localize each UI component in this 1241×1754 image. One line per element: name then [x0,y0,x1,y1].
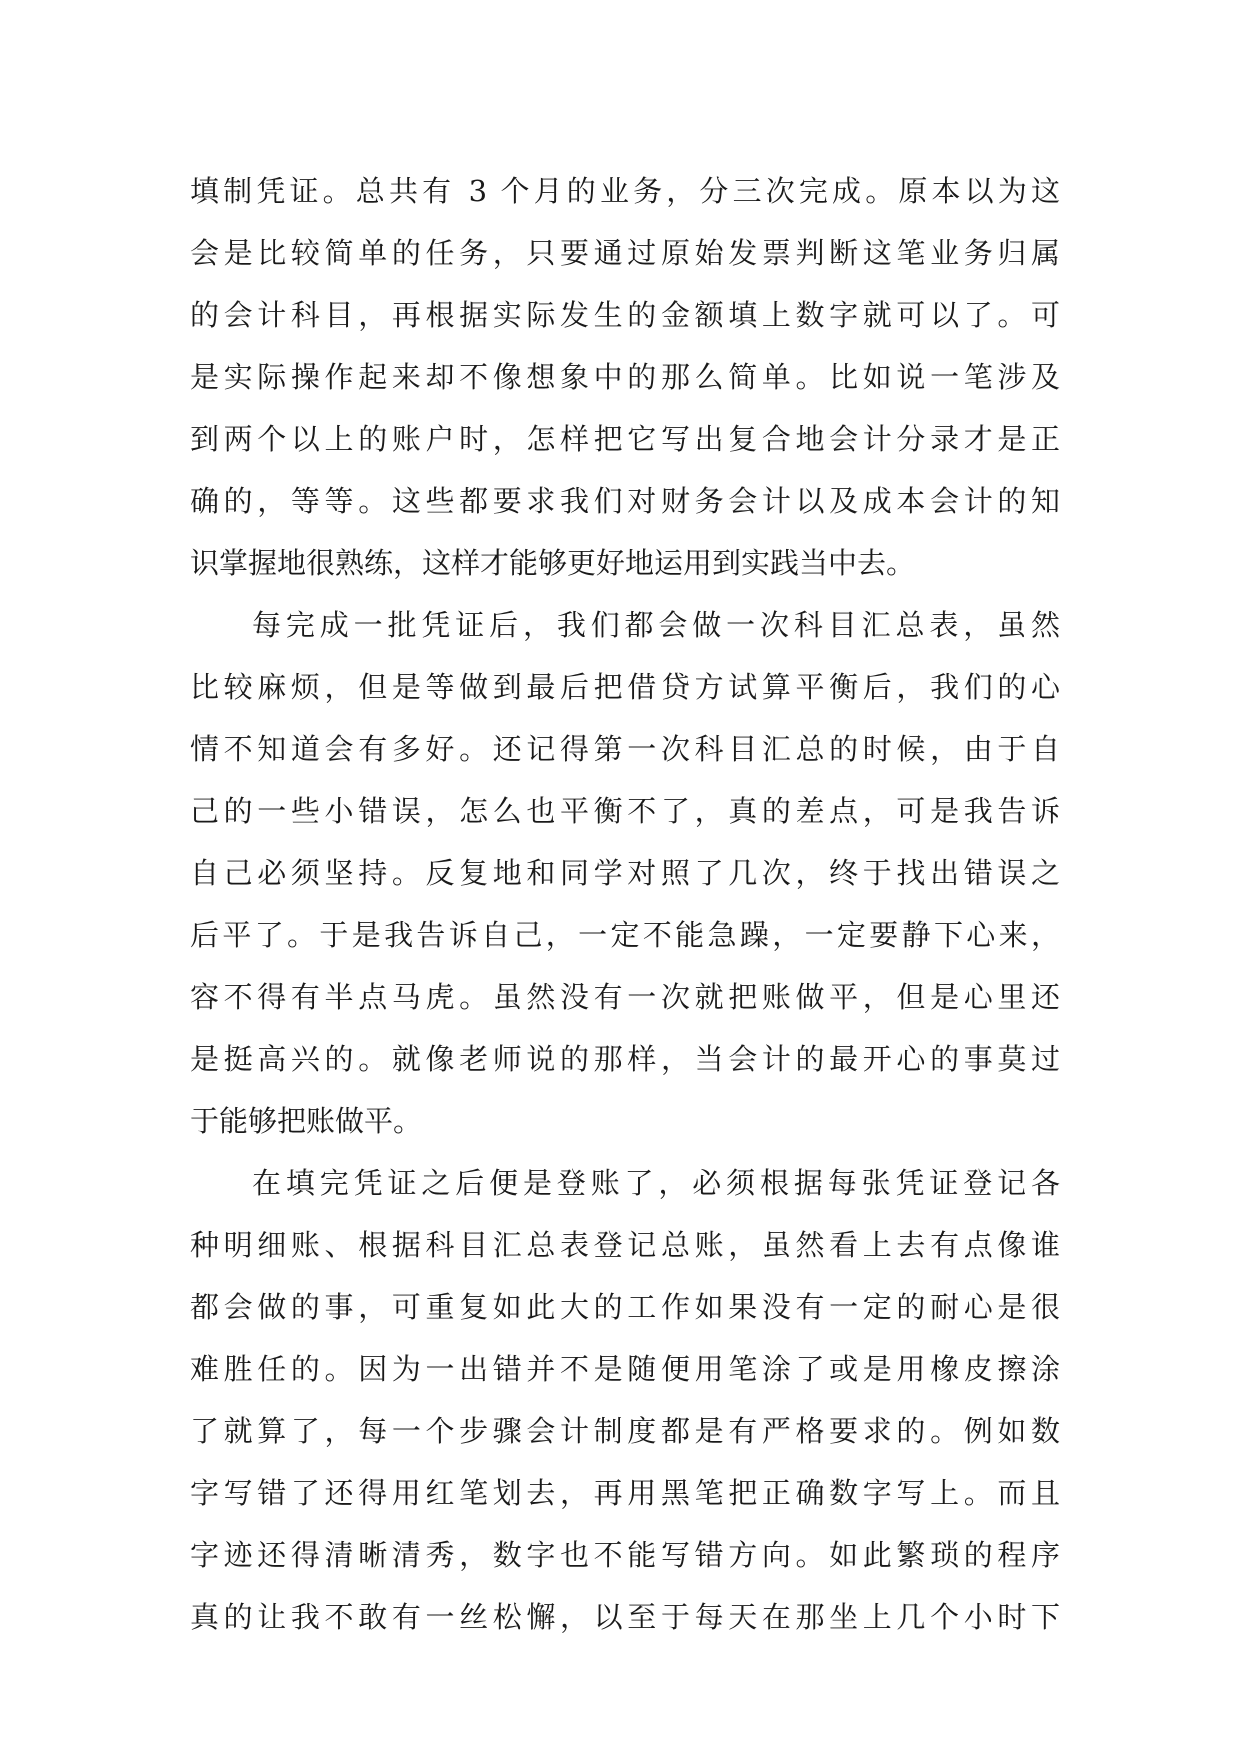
text-line: 情不知道会有多好。还记得第一次科目汇总的时候，由于自 [190,732,1060,766]
text-line: 真的让我不敢有一丝松懈，以至于每天在那坐上几个小时下 [190,1600,1060,1634]
paragraph [190,160,1060,594]
text-line: 到两个以上的账户时，怎样把它写出复合地会计分录才是正 [190,422,1060,456]
text-line: 己的一些小错误，怎么也平衡不了，真的差点，可是我告诉 [190,794,1060,828]
text-line: 比较麻烦，但是等做到最后把借贷方试算平衡后，我们的心 [190,670,1060,704]
text-line: 是实际操作起来却不像想象中的那么简单。比如说一笔涉及 [190,360,1060,394]
text-line: 的会计科目，再根据实际发生的金额填上数字就可以了。可 [190,298,1060,332]
text-line: 后平了。于是我告诉自己，一定不能急躁，一定要静下心来， [190,918,1060,952]
text-line: 确的，等等。这些都要求我们对财务会计以及成本会计的知 [190,484,1060,518]
text-line: 自己必须坚持。反复地和同学对照了几次，终于找出错误之 [190,856,1060,890]
text-line: 在填完凭证之后便是登账了，必须根据每张凭证登记各 [252,1166,1060,1200]
text-line: 都会做的事，可重复如此大的工作如果没有一定的耐心是很 [190,1290,1060,1324]
text-line: 难胜任的。因为一出错并不是随便用笔涂了或是用橡皮擦涂 [190,1352,1060,1386]
text-line: 种明细账、根据科目汇总表登记总账，虽然看上去有点像谁 [190,1228,1060,1262]
paragraph [190,1152,1060,1648]
text-line: 了就算了，每一个步骤会计制度都是有严格要求的。例如数 [190,1414,1060,1448]
text-line: 字迹还得清晰清秀，数字也不能写错方向。如此繁琐的程序 [190,1538,1060,1572]
text-line: 识掌握地很熟练，这样才能够更好地运用到实践当中去。 [190,546,916,580]
paragraph [190,594,1060,1152]
text-line: 会是比较简单的任务，只要通过原始发票判断这笔业务归属 [190,236,1060,270]
body-text [190,160,1060,1648]
text-line: 是挺高兴的。就像老师说的那样，当会计的最开心的事莫过 [190,1042,1060,1076]
text-line: 每完成一批凭证后，我们都会做一次科目汇总表，虽然 [252,608,1060,642]
text-line: 字写错了还得用红笔划去，再用黑笔把正确数字写上。而且 [190,1476,1060,1510]
text-line: 于能够把账做平。 [190,1104,423,1138]
text-line: 填制凭证。总共有 3 个月的业务，分三次完成。原本以为这 [190,174,1060,208]
text-line: 容不得有半点马虎。虽然没有一次就把账做平，但是心里还 [190,980,1060,1014]
